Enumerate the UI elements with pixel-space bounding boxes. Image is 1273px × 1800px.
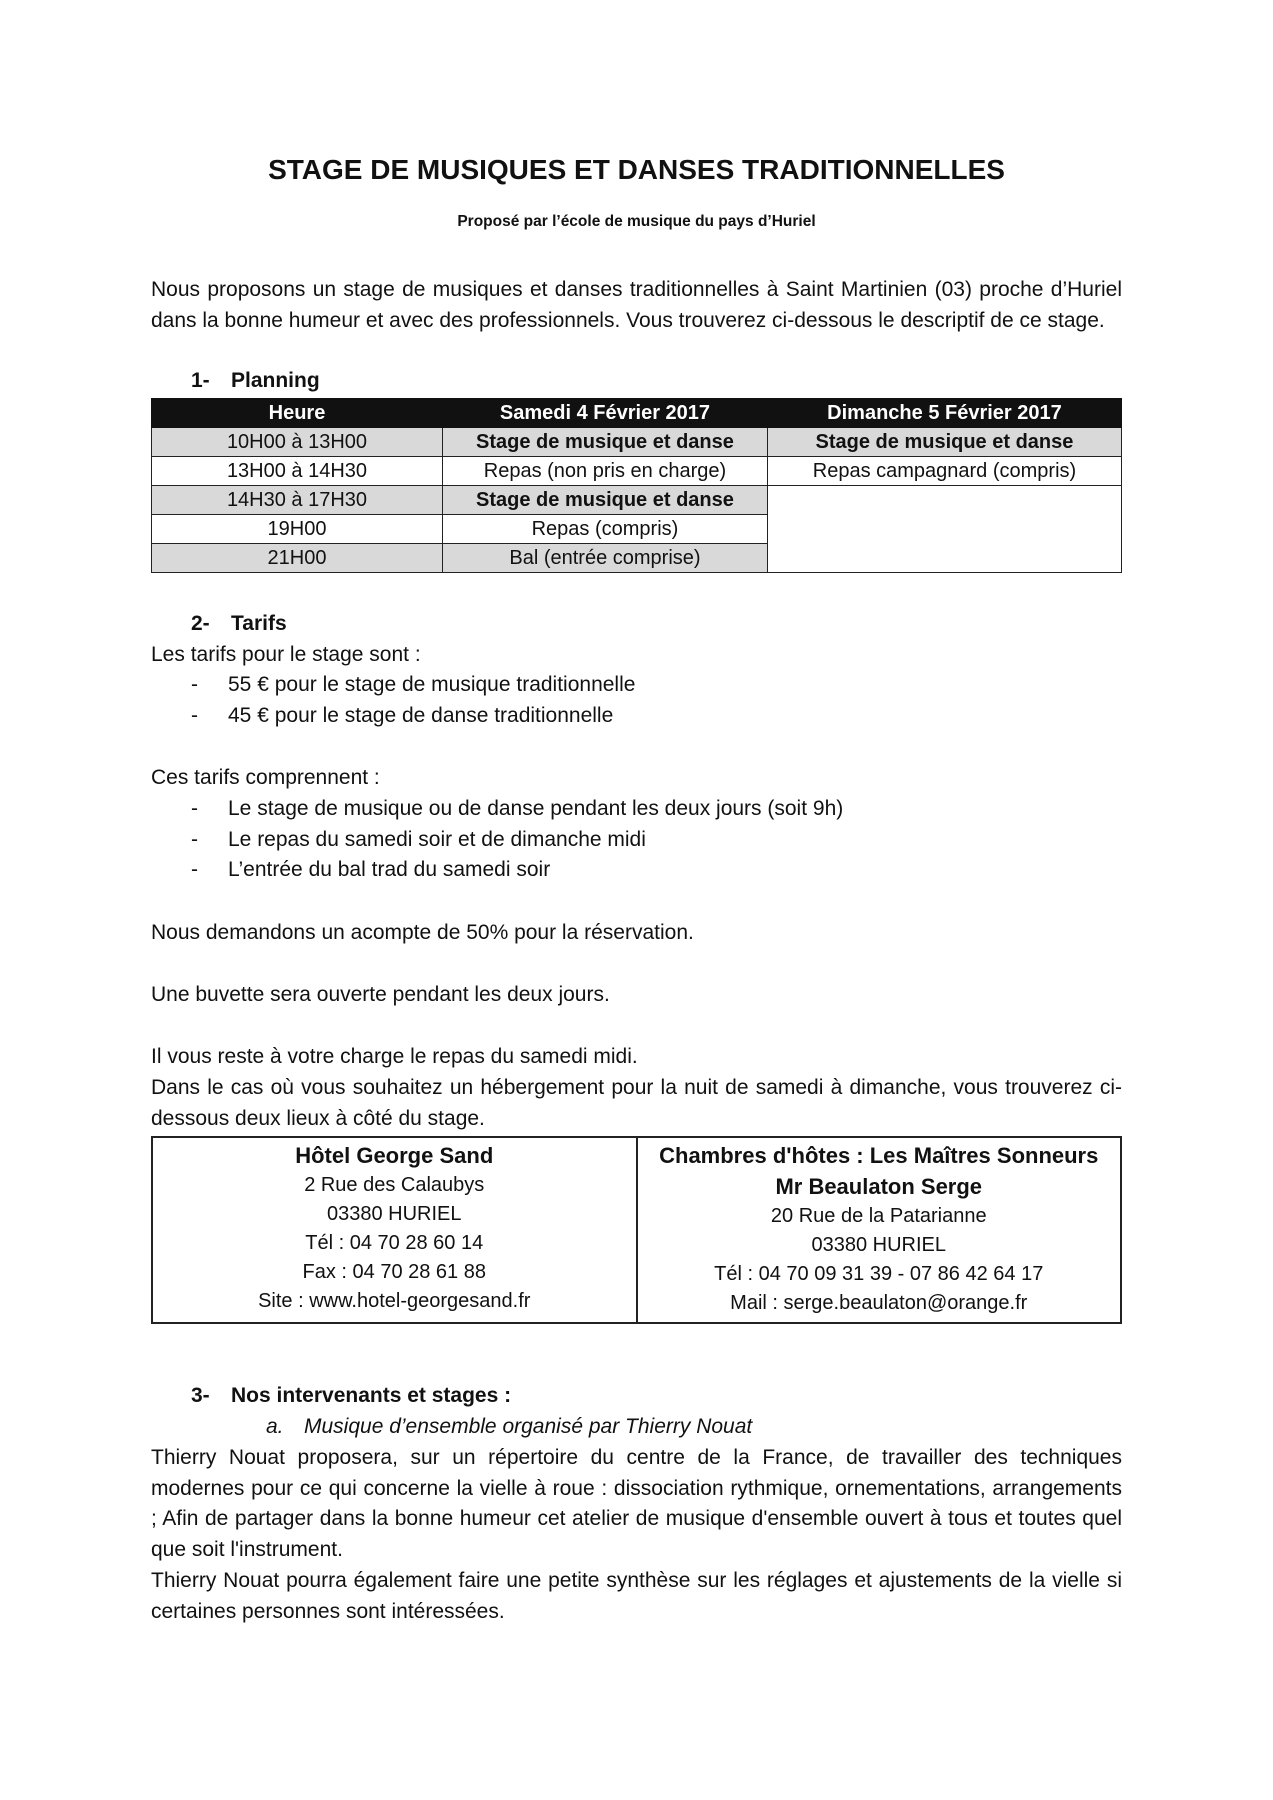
section-number: 2- [191, 612, 210, 635]
buvette-paragraph: Une buvette sera ouverte pendant les deux jours. [151, 983, 610, 1006]
hebergement-paragraph: Dans le cas où vous souhaitez un hébergement pour la nuit de samedi à dimanche, vous trouverez ci-dessous deux lieux à côté du stage. [151, 1076, 1122, 1130]
table-cell: Repas (compris) [443, 515, 768, 544]
address-line: 20 Rue de la Patarianne [770, 1205, 987, 1227]
planning-table [151, 398, 1122, 573]
table-cell: Repas campagnard (compris) [767, 457, 1121, 486]
website-line: Site : www.hotel-georgesand.fr [258, 1290, 531, 1312]
list-item: - Le stage de musique ou de danse pendant les deux jours (soit 9h) [151, 794, 1122, 825]
subsection-heading-a [151, 1412, 1237, 1443]
table-header-row [152, 399, 1122, 428]
guesthouse-name: Chambres d'hôtes : Les Maîtres Sonneurs [659, 1143, 1099, 1168]
host-name: Mr Beaulaton Serge [775, 1174, 983, 1199]
section-heading-tarifs [151, 609, 1162, 640]
table-cell: 19H00 [152, 515, 443, 544]
section-number: 3- [191, 1384, 210, 1407]
list-item: - Le repas du samedi soir et de dimanche midi [151, 825, 1122, 856]
table-row [152, 1137, 1121, 1323]
table-cell: 21H00 [152, 544, 443, 573]
table-cell: Stage de musique et danse [767, 428, 1121, 457]
paragraph-a1: Thierry Nouat proposera, sur un répertoire du centre de la France, de travailler des techniques modernes pour ce qui concerne la vielle à roue : dissociation rythmique, ornementations, arrangements ; Afin de partager dans la bonne humeur cet atelier de musique d'ensemble ouvert à tous et toutes quel que soit l'instrument. [151, 1446, 1122, 1561]
table-row [152, 457, 1122, 486]
intro-paragraph: Nous proposons un stage de musiques et danses traditionnelles à Saint Martinien (03) proche d’Huriel dans la bonne humeur et avec des professionnels. Vous trouverez ci-dessous le descriptif de ce stage. [151, 278, 1122, 332]
city-line: 03380 HURIEL [811, 1234, 947, 1256]
table-cell: 10H00 à 13H00 [152, 428, 443, 457]
tarifs-intro: Les tarifs pour le stage sont : [151, 643, 421, 666]
document-subtitle: Proposé par l’école de musique du pays d’Huriel [457, 213, 816, 230]
section-label: Planning [231, 369, 320, 392]
paragraph-a2: Thierry Nouat pourra également faire une petite synthèse sur les réglages et ajustements de la vielle si certaines personnes sont intéressées. [151, 1569, 1122, 1623]
table-cell: Stage de musique et danse [443, 428, 768, 457]
fax-line: Fax : 04 70 28 61 88 [302, 1261, 486, 1283]
acompte-paragraph: Nous demandons un acompte de 50% pour la réservation. [151, 921, 694, 944]
city-line: 03380 HURIEL [326, 1203, 462, 1225]
table-row [152, 428, 1122, 457]
list-item: - 45 € pour le stage de danse traditionnelle [151, 701, 1122, 732]
lodging-right-cell [637, 1137, 1122, 1323]
section-heading-planning [151, 366, 1162, 397]
table-cell: Repas (non pris en charge) [443, 457, 768, 486]
lodging-table [151, 1136, 1122, 1324]
tarifs-list [151, 670, 1122, 731]
charge-paragraph: Il vous reste à votre charge le repas du samedi midi. [151, 1045, 638, 1068]
phone-line: Tél : 04 70 28 60 14 [305, 1232, 484, 1254]
email-line: Mail : serge.beaulaton@orange.fr [730, 1292, 1028, 1314]
table-cell: 14H30 à 17H30 [152, 486, 443, 515]
list-item: - 55 € pour le stage de musique traditionnelle [151, 670, 1122, 701]
hotel-name: Hôtel George Sand [295, 1143, 494, 1168]
table-header-cell: Heure [152, 399, 443, 428]
document-title: STAGE DE MUSIQUES ET DANSES TRADITIONNELLES [268, 154, 1005, 185]
table-cell: Stage de musique et danse [443, 486, 768, 515]
section-label: Nos intervenants et stages : [231, 1384, 512, 1407]
comprend-intro: Ces tarifs comprennent : [151, 766, 380, 789]
section-label: Tarifs [231, 612, 287, 635]
section-heading-intervenants [151, 1381, 1162, 1412]
table-cell: 13H00 à 14H30 [152, 457, 443, 486]
table-header-cell: Dimanche 5 Février 2017 [767, 399, 1121, 428]
phone-line: Tél : 04 70 09 31 39 - 07 86 42 64 17 [714, 1263, 1044, 1285]
list-item: - L’entrée du bal trad du samedi soir [151, 855, 1122, 886]
table-cell: Bal (entrée comprise) [443, 544, 768, 573]
address-line: 2 Rue des Calaubys [304, 1174, 485, 1196]
table-header-cell: Samedi 4 Février 2017 [443, 399, 768, 428]
comprend-list [151, 794, 1122, 886]
subsection-label: Musique d’ensemble organisé par Thierry Nouat [304, 1415, 753, 1438]
table-row [152, 486, 1122, 515]
lodging-left-cell [152, 1137, 637, 1323]
subsection-letter: a. [266, 1415, 284, 1438]
table-empty-cell [767, 486, 1121, 573]
section-number: 1- [191, 369, 210, 392]
